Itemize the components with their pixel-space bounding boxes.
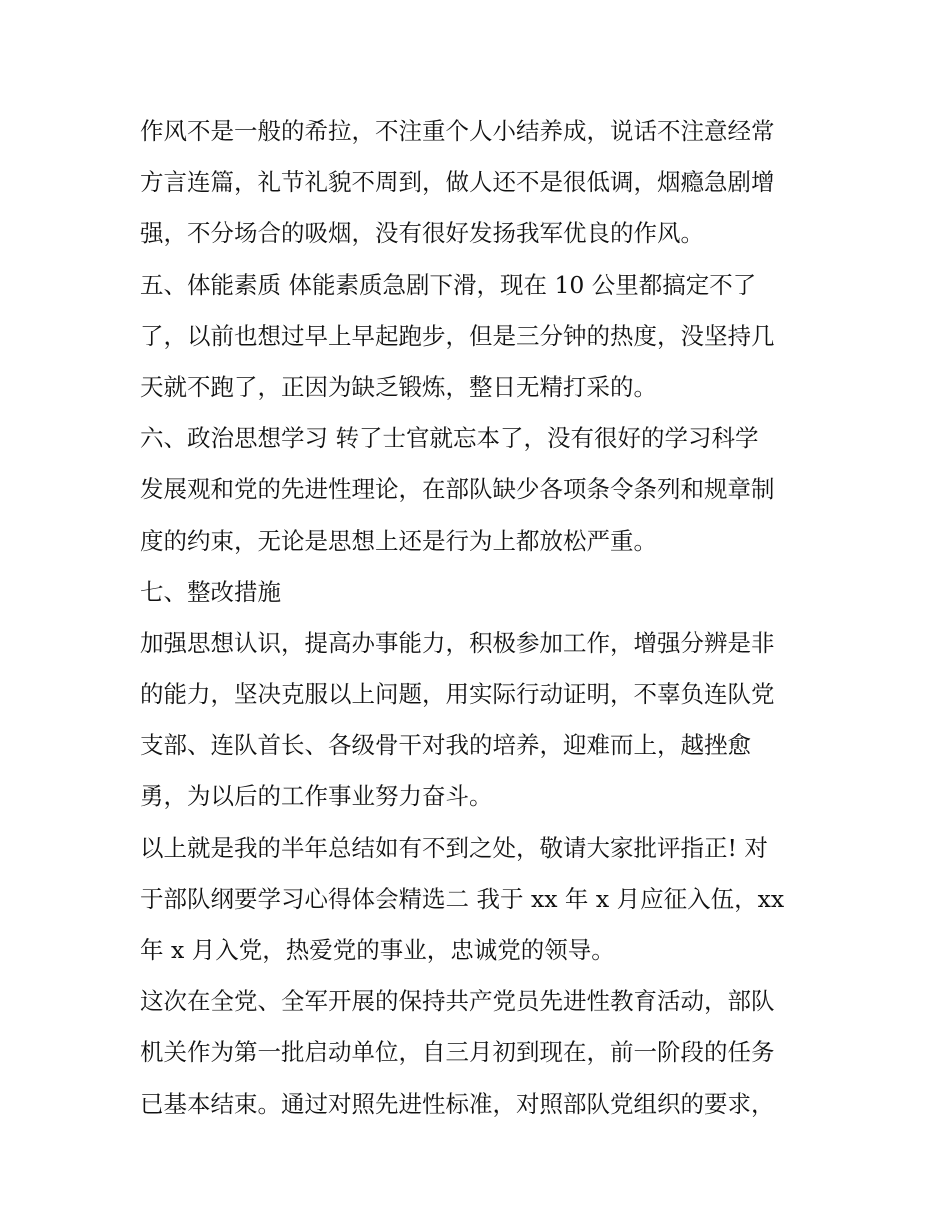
section-heading: 七、整改措施 <box>140 577 281 606</box>
text-line-3: 强，不分场合的吸烟，没有很好发扬我军优良的作风。 <box>140 219 704 248</box>
text-line-5: 了，以前也想过早上早起跑步，但是三分钟的热度，没坚持几 <box>140 321 775 350</box>
text-line-13: 支部、连队首长、各级骨干对我的培养，迎难而上，越挫愈 <box>140 731 751 760</box>
text-line-19: 机关作为第一批启动单位，自三月初到现在，前一阶段的任务 <box>140 1038 775 1067</box>
text-line-8: 发展观和党的先进性理论，在部队缺少各项条令条列和规章制 <box>140 475 775 504</box>
text-line-6: 天就不跑了，正因为缺乏锻炼，整日无精打采的。 <box>140 372 657 401</box>
text-line-18: 这次在全党、全军开展的保持共产党员先进性教育活动，部队 <box>140 987 775 1016</box>
text-line-16: 于部队纲要学习心得体会精选二 我于 xx 年 x 月应征入伍，xx <box>140 884 785 913</box>
text-line-7: 六、政治思想学习 转了士官就忘本了，没有很好的学习科学 <box>140 424 759 453</box>
text-line-4: 五、体能素质 体能素质急剧下滑，现在 10 公里都搞定不了 <box>140 270 757 299</box>
text-line-17: 年 x 月入党，热爱党的事业，忠诚党的领导。 <box>140 936 615 964</box>
text-line-9: 度的约束，无论是思想上还是行为上都放松严重。 <box>140 526 657 555</box>
text-line-2: 方言连篇，礼节礼貌不周到，做人还不是很低调，烟瘾急剧增 <box>140 168 775 197</box>
text-line-15: 以上就是我的半年总结如有不到之处，敬请大家批评指正! 对 <box>140 833 768 862</box>
text-line-14: 勇，为以后的工作事业努力奋斗。 <box>140 782 493 811</box>
text-line-20: 已基本结束。通过对照先进性标准，对照部队党组织的要求， <box>140 1089 775 1118</box>
text-line-11: 加强思想认识，提高办事能力，积极参加工作，增强分辨是非 <box>140 628 775 657</box>
document-body <box>140 106 830 1130</box>
text-line-1: 作风不是一般的希拉，不注重个人小结养成，说话不注意经常 <box>140 117 775 145</box>
text-line-12: 的能力，坚决克服以上问题，用实际行动证明，不辜负连队党 <box>140 680 775 709</box>
